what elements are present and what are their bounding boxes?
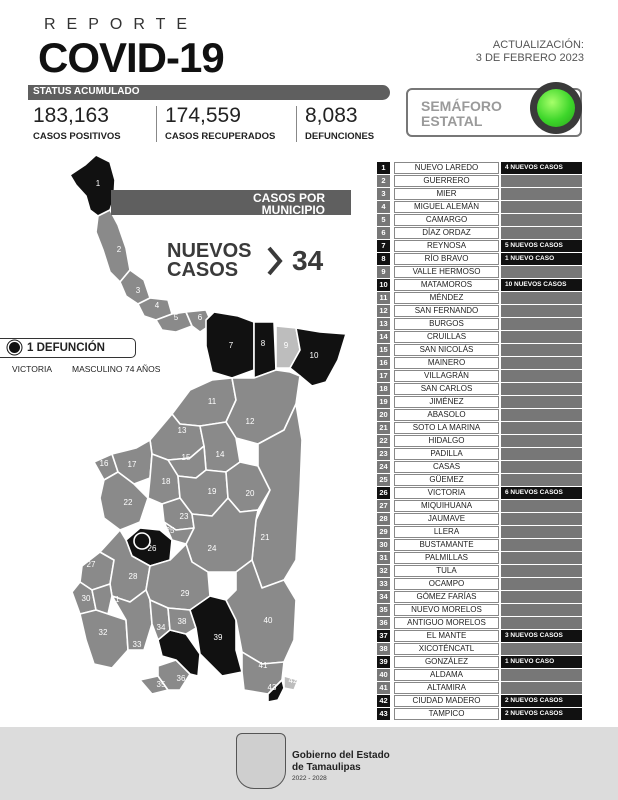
row-cases [501, 539, 582, 551]
row-municipio: ALDAMA [394, 669, 499, 681]
row-municipio: GONZÁLEZ [394, 656, 499, 668]
row-municipio: REYNOSA [394, 240, 499, 252]
nuevos-line1: NUEVOS [167, 240, 252, 262]
footer-years: 2022 - 2028 [292, 775, 327, 782]
row-municipio: ABASOLO [394, 409, 499, 421]
row-municipio: MAINERO [394, 357, 499, 369]
row-cases [501, 383, 582, 395]
nuevos-line2: CASOS [167, 259, 239, 281]
row-number: 1 [377, 162, 390, 174]
row-cases [501, 214, 582, 226]
row-cases [501, 669, 582, 681]
casos-line2: MUNICIPIO [261, 203, 325, 217]
row-number: 39 [377, 656, 390, 668]
casos-line1: CASOS POR [252, 191, 325, 205]
row-municipio: SAN FERNANDO [394, 305, 499, 317]
row-number: 38 [377, 643, 390, 655]
row-number: 36 [377, 617, 390, 629]
row-number: 29 [377, 526, 390, 538]
row-number: 20 [377, 409, 390, 421]
footer-line1: Gobierno del Estado [292, 750, 390, 761]
row-cases: 3 NUEVOS CASOS [501, 630, 582, 642]
row-cases [501, 448, 582, 460]
row-municipio: NUEVO MORELOS [394, 604, 499, 616]
nuevos-casos-label [167, 242, 251, 280]
row-cases: 1 NUEVO CASO [501, 656, 582, 668]
row-cases [501, 175, 582, 187]
stat-recuperados [165, 104, 275, 142]
row-cases [501, 500, 582, 512]
row-number: 25 [377, 474, 390, 486]
semaforo-badge [406, 88, 582, 137]
map-label: 8 [260, 339, 266, 348]
row-municipio: PADILLA [394, 448, 499, 460]
map-label: 17 [127, 460, 137, 469]
defuncion-label: 1 DEFUNCIÓN [27, 342, 105, 354]
map-label: 25 [165, 526, 175, 535]
defuncion-edad: 74 AÑOS [125, 364, 161, 374]
row-number: 24 [377, 461, 390, 473]
row-number: 28 [377, 513, 390, 525]
row-number: 42 [377, 695, 390, 707]
row-municipio: OCAMPO [394, 578, 499, 590]
map-label: 12 [245, 417, 255, 426]
map-label: 28 [128, 572, 138, 581]
row-number: 19 [377, 396, 390, 408]
row-cases [501, 227, 582, 239]
row-municipio: GUERRERO [394, 175, 499, 187]
row-cases [501, 617, 582, 629]
row-municipio: MIGUEL ALEMÁN [394, 201, 499, 213]
row-cases [501, 396, 582, 408]
row-number: 2 [377, 175, 390, 187]
map-label: 23 [179, 512, 189, 521]
map-label: 7 [228, 341, 234, 350]
row-number: 16 [377, 357, 390, 369]
row-cases [501, 604, 582, 616]
row-number: 13 [377, 318, 390, 330]
map-label: 24 [207, 544, 217, 553]
municipio-shape-1 [70, 155, 115, 216]
row-cases [501, 266, 582, 278]
map-label: 29 [180, 589, 190, 598]
map-label: 20 [245, 489, 255, 498]
row-number: 37 [377, 630, 390, 642]
row-municipio: PALMILLAS [394, 552, 499, 564]
municipio-shape-8 [254, 322, 276, 378]
semaforo-label [421, 99, 502, 129]
stat-label: CASOS RECUPERADOS [165, 131, 276, 142]
row-cases [501, 578, 582, 590]
update-label: ACTUALIZACIÓN: [492, 39, 584, 51]
map-label: 31 [110, 595, 120, 604]
row-number: 30 [377, 539, 390, 551]
map-label: 38 [177, 617, 187, 626]
row-number: 18 [377, 383, 390, 395]
update-info [476, 39, 584, 65]
municipio-shape-2 [96, 210, 130, 282]
state-seal-icon [236, 733, 286, 789]
status-header: STATUS ACUMULADO [28, 85, 390, 100]
map-label: 5 [173, 313, 179, 322]
row-cases [501, 682, 582, 694]
map-label: 26 [147, 544, 157, 553]
row-municipio: JIMÉNEZ [394, 396, 499, 408]
row-cases [501, 370, 582, 382]
defuncion-badge [0, 338, 136, 358]
row-number: 41 [377, 682, 390, 694]
map-label: 16 [99, 459, 109, 468]
row-number: 7 [377, 240, 390, 252]
row-municipio: CIUDAD MADERO [394, 695, 499, 707]
row-number: 21 [377, 422, 390, 434]
row-cases [501, 643, 582, 655]
divider [156, 106, 157, 142]
map-label: 15 [181, 453, 191, 462]
row-municipio: MIQUIHUANA [394, 500, 499, 512]
row-cases [501, 188, 582, 200]
row-municipio: CASAS [394, 461, 499, 473]
row-cases [501, 513, 582, 525]
row-municipio: ALTAMIRA [394, 682, 499, 694]
row-cases [501, 318, 582, 330]
row-cases [501, 292, 582, 304]
map-label: 42 [288, 676, 298, 685]
row-municipio: SOTO LA MARINA [394, 422, 499, 434]
row-number: 22 [377, 435, 390, 447]
map-label: 32 [98, 628, 108, 637]
row-number: 43 [377, 708, 390, 720]
row-number: 31 [377, 552, 390, 564]
row-number: 3 [377, 188, 390, 200]
row-cases [501, 435, 582, 447]
map-label: 30 [81, 594, 91, 603]
row-number: 4 [377, 201, 390, 213]
row-number: 11 [377, 292, 390, 304]
map-label: 3 [135, 286, 141, 295]
map-label: 40 [263, 616, 273, 625]
row-number: 9 [377, 266, 390, 278]
map-label: 9 [283, 341, 289, 350]
stat-label: CASOS POSITIVOS [33, 131, 121, 142]
municipio-shape-11 [172, 378, 236, 426]
row-number: 27 [377, 500, 390, 512]
map-label: 19 [207, 487, 217, 496]
row-number: 12 [377, 305, 390, 317]
row-number: 17 [377, 370, 390, 382]
row-municipio: RÍO BRAVO [394, 253, 499, 265]
row-cases: 5 NUEVOS CASOS [501, 240, 582, 252]
stat-defunciones [305, 104, 374, 142]
map-label: 43 [267, 683, 277, 692]
row-municipio: BUSTAMANTE [394, 539, 499, 551]
row-number: 5 [377, 214, 390, 226]
row-cases [501, 552, 582, 564]
row-municipio: GÓMEZ FARÍAS [394, 591, 499, 603]
row-municipio: ANTIGUO MORELOS [394, 617, 499, 629]
defuncion-sexo: MASCULINO [72, 364, 123, 374]
map-label: 1 [95, 179, 101, 188]
footer-line2: de Tamaulipas [292, 762, 361, 773]
row-municipio: TAMPICO [394, 708, 499, 720]
row-cases: 4 NUEVOS CASOS [501, 162, 582, 174]
semaforo-line2: ESTATAL [421, 113, 483, 129]
row-cases [501, 565, 582, 577]
row-municipio: DÍAZ ORDAZ [394, 227, 499, 239]
row-cases: 2 NUEVOS CASOS [501, 695, 582, 707]
tamaulipas-map [0, 150, 360, 710]
row-cases [501, 422, 582, 434]
row-cases [501, 461, 582, 473]
row-number: 40 [377, 669, 390, 681]
divider [296, 106, 297, 142]
row-municipio: CRUILLAS [394, 331, 499, 343]
row-cases: 10 NUEVOS CASOS [501, 279, 582, 291]
map-label: 21 [260, 533, 270, 542]
row-municipio: BURGOS [394, 318, 499, 330]
row-municipio: VICTORIA [394, 487, 499, 499]
row-municipio: GÜEMEZ [394, 474, 499, 486]
chevron-right-icon [266, 246, 284, 276]
row-number: 10 [377, 279, 390, 291]
row-number: 32 [377, 565, 390, 577]
row-number: 34 [377, 591, 390, 603]
map-label: 6 [197, 313, 203, 322]
row-cases [501, 331, 582, 343]
stat-label: DEFUNCIONES [305, 131, 375, 142]
row-municipio: LLERA [394, 526, 499, 538]
row-number: 8 [377, 253, 390, 265]
row-municipio: NUEVO LAREDO [394, 162, 499, 174]
page-title: COVID-19 [38, 34, 224, 81]
map-label: 10 [309, 351, 319, 360]
map-label: 4 [154, 301, 160, 310]
map-label: 34 [156, 623, 166, 632]
stat-value: 174,559 [165, 104, 241, 127]
report-kicker: REPORTE [44, 16, 199, 33]
map-label: 27 [86, 560, 96, 569]
row-number: 33 [377, 578, 390, 590]
row-municipio: TULA [394, 565, 499, 577]
map-label: 13 [177, 426, 187, 435]
traffic-light-icon [530, 82, 582, 134]
row-cases [501, 474, 582, 486]
map-label: 18 [161, 477, 171, 486]
row-municipio: MÉNDEZ [394, 292, 499, 304]
map-label: 37 [199, 671, 209, 680]
row-number: 35 [377, 604, 390, 616]
update-date: 3 DE FEBRERO 2023 [475, 52, 584, 64]
row-cases [501, 201, 582, 213]
row-municipio: JAUMAVE [394, 513, 499, 525]
row-number: 15 [377, 344, 390, 356]
row-municipio: EL MANTE [394, 630, 499, 642]
map-label: 11 [207, 397, 217, 406]
row-number: 14 [377, 331, 390, 343]
row-cases: 6 NUEVOS CASOS [501, 487, 582, 499]
row-number: 6 [377, 227, 390, 239]
death-dot-icon [9, 342, 20, 353]
map-label: 35 [156, 680, 166, 689]
row-municipio: VILLAGRÁN [394, 370, 499, 382]
row-cases [501, 591, 582, 603]
map-label: 2 [116, 245, 122, 254]
municipio-shape-32 [80, 610, 128, 668]
row-number: 23 [377, 448, 390, 460]
map-label: 39 [213, 633, 223, 642]
row-cases: 2 NUEVOS CASOS [501, 708, 582, 720]
footer-org [292, 750, 390, 774]
casos-por-municipio-banner [111, 190, 351, 215]
row-cases [501, 526, 582, 538]
row-cases [501, 357, 582, 369]
stat-value: 183,163 [33, 104, 109, 127]
row-cases: 1 NUEVO CASO [501, 253, 582, 265]
row-cases [501, 344, 582, 356]
defuncion-municipio: VICTORIA [12, 364, 52, 374]
stat-positivos [33, 104, 121, 142]
row-number: 26 [377, 487, 390, 499]
row-municipio: XICOTÉNCATL [394, 643, 499, 655]
row-municipio: MIER [394, 188, 499, 200]
row-municipio: MATAMOROS [394, 279, 499, 291]
stat-value: 8,083 [305, 104, 358, 127]
semaforo-line1: SEMÁFORO [421, 98, 502, 114]
map-label: 14 [215, 450, 225, 459]
row-cases [501, 305, 582, 317]
row-municipio: VALLE HERMOSO [394, 266, 499, 278]
map-label: 22 [123, 498, 133, 507]
row-cases [501, 409, 582, 421]
row-municipio: SAN CARLOS [394, 383, 499, 395]
nuevos-casos-value: 34 [292, 245, 324, 276]
row-municipio: CAMARGO [394, 214, 499, 226]
map-label: 41 [258, 661, 268, 670]
map-label: 33 [132, 640, 142, 649]
row-municipio: HIDALGO [394, 435, 499, 447]
row-municipio: SAN NICOLÁS [394, 344, 499, 356]
map-label: 36 [176, 674, 186, 683]
